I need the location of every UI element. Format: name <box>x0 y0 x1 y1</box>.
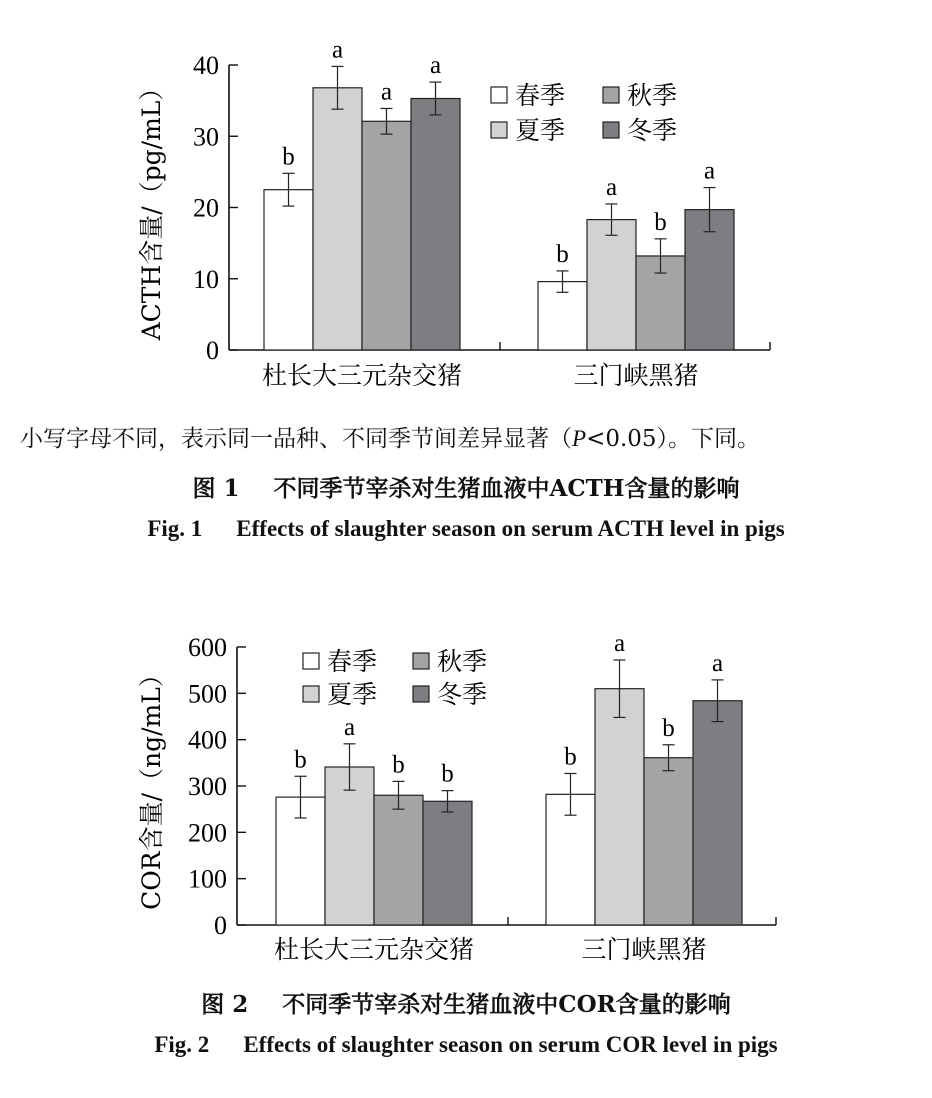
acth-significance-letter: a <box>605 173 618 201</box>
cor-y-tick-label: 300 <box>188 772 227 801</box>
cor-category-label: 三门峡黑猪 <box>581 935 707 964</box>
acth-bar-春季 <box>264 190 313 350</box>
acth-significance-letter: b <box>282 143 295 171</box>
acth-bar-秋季 <box>362 121 411 350</box>
acth-y-tick-label: 10 <box>193 264 219 294</box>
fig2-title-cn: 不同季节宰杀对生猪血液中COR含量的影响 <box>282 991 731 1018</box>
cor-legend-label: 秋季 <box>437 647 488 676</box>
acth-legend-swatch <box>603 122 619 138</box>
fig2-title-en: Effects of slaughter season on serum COR level in pigs <box>243 1032 778 1057</box>
note-prefix: 小写字母不同，表示同一品种、不同季节间差异显著（ <box>20 426 572 452</box>
acth-bar-冬季 <box>411 98 460 350</box>
cor-legend-swatch <box>303 686 319 702</box>
cor-bar-chart <box>0 620 932 972</box>
cor-y-tick-label: 200 <box>188 818 227 848</box>
cor-significance-letter: a <box>711 649 724 677</box>
cor-significance-letter: b <box>294 746 307 774</box>
fig1-title-cn: 不同季节宰杀对生猪血液中ACTH含量的影响 <box>273 475 740 502</box>
acth-legend-label: 秋季 <box>627 81 678 110</box>
cor-significance-letter: a <box>613 629 626 657</box>
acth-legend-swatch <box>491 122 507 138</box>
acth-legend-label: 春季 <box>515 81 566 110</box>
cor-category-label: 杜长大三元杂交猪 <box>273 935 475 964</box>
acth-y-axis-label: ACTH含量/（pg/mL） <box>137 75 166 341</box>
cor-legend-label: 冬季 <box>437 680 488 709</box>
fig1-number-en: Fig. 1 <box>147 516 203 541</box>
acth-y-tick-label: 0 <box>206 336 219 365</box>
acth-legend-label: 夏季 <box>515 116 566 145</box>
cor-legend-label: 夏季 <box>327 680 378 709</box>
cor-y-axis-label: COR含量/（ng/mL） <box>137 662 166 910</box>
cor-legend-swatch <box>413 653 429 669</box>
cor-legend-swatch <box>303 653 319 669</box>
acth-y-tick-label: 40 <box>193 51 219 80</box>
acth-legend-label: 冬季 <box>627 116 678 145</box>
acth-legend-swatch <box>603 87 619 103</box>
fig2-caption-en <box>0 1032 932 1058</box>
acth-y-tick-label: 20 <box>193 193 219 223</box>
cor-significance-letter: b <box>662 714 675 742</box>
acth-significance-letter: a <box>380 78 393 106</box>
fig2-number-en: Fig. 2 <box>154 1032 210 1057</box>
cor-y-tick-label: 0 <box>214 911 227 940</box>
cor-bar-冬季 <box>693 701 742 925</box>
fig1-title-en: Effects of slaughter season on serum ACTH level in pigs <box>236 516 785 541</box>
acth-significance-letter: a <box>429 52 442 80</box>
fig1-caption-en <box>0 516 932 542</box>
cor-significance-letter: a <box>343 713 356 741</box>
acth-category-label: 杜长大三元杂交猪 <box>261 361 463 390</box>
acth-legend-swatch <box>491 87 507 103</box>
cor-significance-letter: b <box>564 743 577 771</box>
fig1-caption-cn <box>0 470 932 503</box>
cor-legend-label: 春季 <box>327 647 378 676</box>
cor-legend-swatch <box>413 686 429 702</box>
note-suffix: <0.05）。下同。 <box>586 426 761 452</box>
acth-significance-letter: b <box>556 240 569 268</box>
acth-category-label: 三门峡黑猪 <box>573 361 699 390</box>
significance-note <box>20 420 760 453</box>
fig2-caption-cn <box>0 986 932 1019</box>
acth-y-tick-label: 30 <box>193 122 219 152</box>
cor-bar-夏季 <box>595 689 644 925</box>
acth-significance-letter: a <box>331 36 344 64</box>
cor-y-tick-label: 400 <box>188 725 227 755</box>
cor-y-tick-label: 500 <box>188 679 227 709</box>
acth-bar-夏季 <box>587 220 636 350</box>
cor-y-tick-label: 600 <box>188 633 227 662</box>
cor-bar-秋季 <box>374 795 423 925</box>
fig2-number-cn: 图 2 <box>201 991 249 1018</box>
acth-significance-letter: b <box>654 208 667 236</box>
acth-bar-chart <box>0 0 932 400</box>
cor-y-tick-label: 100 <box>188 864 227 894</box>
fig1-number-cn: 图 1 <box>192 475 240 502</box>
cor-significance-letter: b <box>392 751 405 779</box>
note-p-symbol: P <box>572 426 587 451</box>
cor-bar-冬季 <box>423 801 472 925</box>
cor-significance-letter: b <box>441 760 454 788</box>
acth-significance-letter: a <box>703 157 716 185</box>
cor-bar-秋季 <box>644 758 693 925</box>
acth-bar-夏季 <box>313 88 362 350</box>
